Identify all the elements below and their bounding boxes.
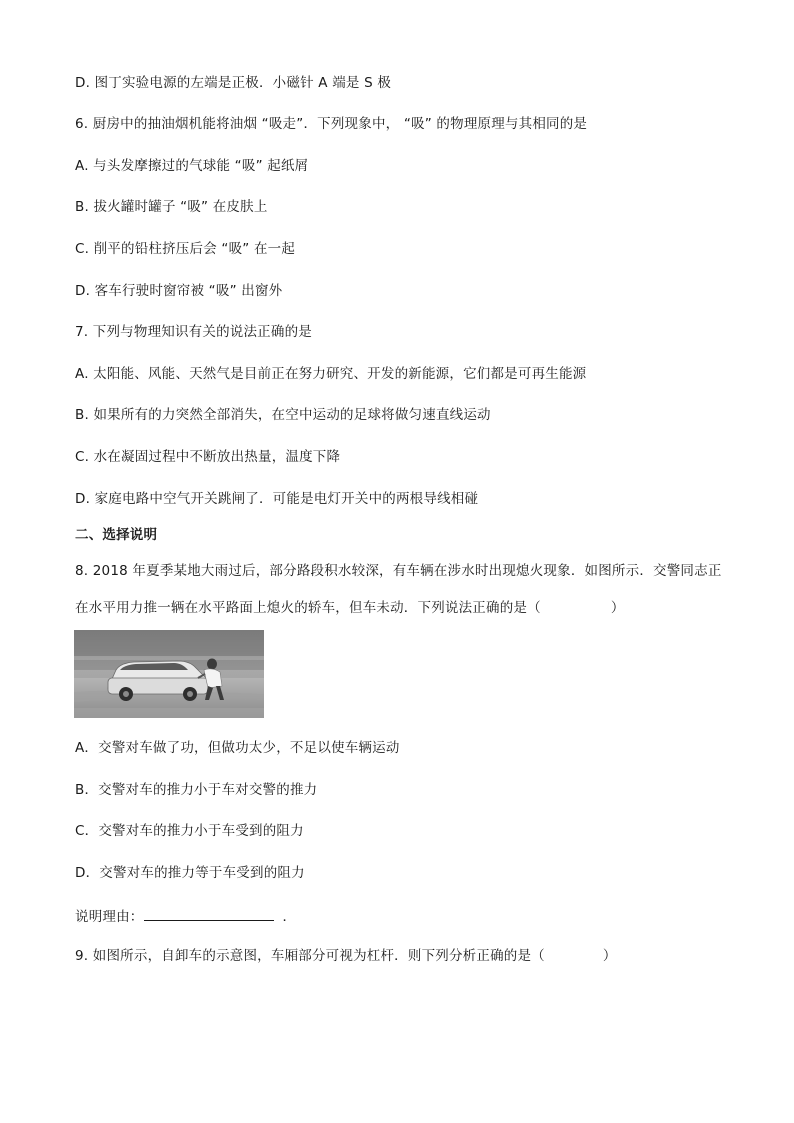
q8-stem-line1: 8. 2018 年夏季某地大雨过后，部分路段积水较深，有车辆在涉水时出现熄火现象．如图所示．交警同志正 bbox=[75, 563, 722, 579]
q6-option-c: C. 削平的铅柱挤压后会 “吸” 在一起 bbox=[75, 241, 296, 257]
q8-reason bbox=[75, 906, 296, 926]
q7-stem: 7. 下列与物理知识有关的说法正确的是 bbox=[75, 324, 312, 340]
q8-option-a: A．交警对车做了功，但做功太少，不足以使车辆运动 bbox=[75, 740, 400, 756]
q6-option-d: D. 客车行驶时窗帘被 “吸” 出窗外 bbox=[75, 283, 283, 299]
q8-paren-close: ） bbox=[610, 600, 625, 616]
q7-option-d: D. 家庭电路中空气开关跳闸了．可能是电灯开关中的两根导线相碰 bbox=[75, 491, 479, 507]
reason-blank[interactable] bbox=[144, 906, 274, 921]
q8-stem-text: 在水平用力推一辆在水平路面上熄火的轿车，但车未动．下列说法正确的是（ bbox=[75, 600, 541, 616]
q6-stem: 6. 厨房中的抽油烟机能将油烟 “吸走”．下列现象中， “吸” 的物理原理与其相同的是 bbox=[75, 116, 588, 132]
q6-option-a: A. 与头发摩擦过的气球能 “吸” 起纸屑 bbox=[75, 158, 309, 174]
q8-stem-line2 bbox=[75, 599, 625, 617]
q6-option-b: B. 拔火罐时罐子 “吸” 在皮肤上 bbox=[75, 199, 268, 215]
q7-option-a: A. 太阳能、风能、天然气是目前正在努力研究、开发的新能源，它们都是可再生能源 bbox=[75, 366, 587, 382]
car-push-photo bbox=[74, 630, 264, 718]
q9-stem bbox=[75, 947, 617, 965]
section-title: 二、选择说明 bbox=[75, 527, 158, 543]
q9-stem-text: 9. 如图所示，自卸车的示意图，车厢部分可视为杠杆．则下列分析正确的是（ bbox=[75, 948, 545, 964]
q8-option-b: B．交警对车的推力小于车对交警的推力 bbox=[75, 782, 318, 798]
reason-label: 说明理由： bbox=[75, 909, 144, 925]
q7-option-c: C. 水在凝固过程中不断放出热量，温度下降 bbox=[75, 449, 341, 465]
q8-option-d: D．交警对车的推力等于车受到的阻力 bbox=[75, 865, 305, 881]
q7-option-b: B. 如果所有的力突然全部消失，在空中运动的足球将做匀速直线运动 bbox=[75, 407, 491, 423]
q5-option-d: D. 图丁实验电源的左端是正极．小磁针 A 端是 S 极 bbox=[75, 75, 392, 91]
q8-option-c: C．交警对车的推力小于车受到的阻力 bbox=[75, 823, 304, 839]
q9-paren-close: ） bbox=[602, 948, 617, 964]
reason-end: ． bbox=[282, 909, 297, 925]
